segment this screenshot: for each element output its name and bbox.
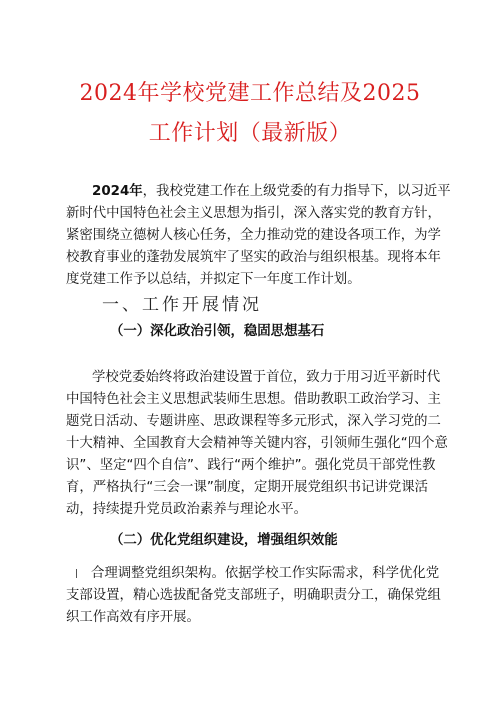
subsection-heading-organization-building: （二）优化党组织建设，增强组织效能 bbox=[110, 533, 338, 548]
intro-year-lead: 2024年 bbox=[92, 184, 143, 199]
intro-body-text: ，我校党建工作在上级党委的有力指导下，以习近平新时代中国特色社会主义思想为指引，深入落实党的教育方针，紧密围绕立德树人核心任务，全力推动党的建设各项工作，为学校教育事业的蓬勃发展筑牢了坚实的政治与组织根基。现将本年度党建工作予以总结，并拟定下一年度工作计划。 bbox=[66, 184, 451, 287]
subsection1-paragraph: 学校党委始终将政治建设置于首位，致力于用习近平新时代中国特色社会主义思想武装师生思想。借助教职工政治学习、主题党日活动、专题讲座、思政课程等多元形式，深入学习党的二十大精神、全国教育大会精神等关键内容，引领师生强化“四个意识”、坚定“四个自信”、践行“两个维护”。强化党员干部党性教育，严格执行“三会一课”制度，定期开展党组织书记讲党课活动，持续提升党员政治素养与理论水平。 bbox=[66, 370, 448, 517]
document-title-line1: 2024年学校党建工作总结及2025 bbox=[79, 81, 421, 106]
subsection-heading-political-guidance: （一）深化政治引领，稳固思想基石 bbox=[110, 324, 325, 339]
intro-paragraph bbox=[66, 181, 452, 291]
section-heading-work-status: 一、工作开展情况 bbox=[102, 295, 262, 315]
subsection2-body-text: 合理调整党组织架构。依据学校工作实际需求，科学优化党支部设置，精心选拔配备党支部班子，明确职责分工，确保党组织工作高效有序开展。 bbox=[66, 566, 441, 625]
subsection2-paragraph bbox=[66, 563, 452, 629]
document-title-line2: 工作计划（最新版） bbox=[148, 121, 352, 146]
bullet-marker-icon bbox=[76, 569, 83, 578]
